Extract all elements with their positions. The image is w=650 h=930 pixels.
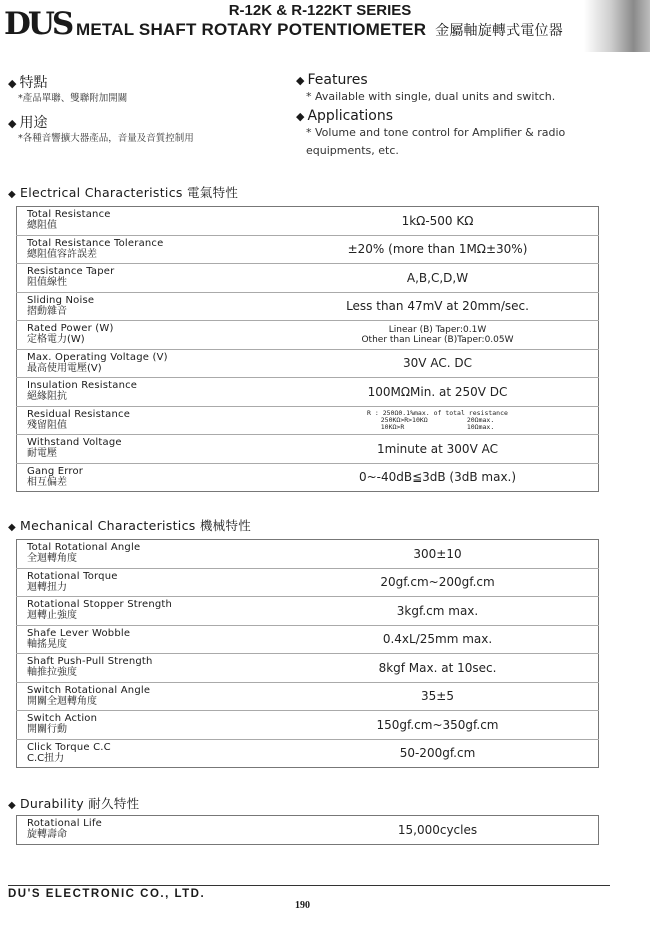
spec-value: 0.4xL/25mm max. — [277, 625, 599, 654]
spec-row — [17, 463, 599, 492]
parameter-name-en: Residual Resistance — [27, 408, 131, 420]
parameter-name-en: Resistance Taper — [27, 266, 115, 278]
spec-parameter — [17, 625, 278, 654]
spec-value — [277, 321, 599, 350]
parameter-name-zh: 軸推拉強度 — [27, 667, 77, 679]
spec-parameter — [17, 378, 278, 407]
spec-parameter — [17, 597, 278, 626]
spec-value: 100MΩMin. at 250V DC — [277, 378, 599, 407]
spec-value: ±20% (more than 1MΩ±30%) — [277, 235, 599, 264]
spec-row — [17, 435, 599, 464]
spec-row — [17, 321, 599, 350]
parameter-name-zh: 絕緣阻抗 — [27, 391, 67, 403]
spec-row — [17, 235, 599, 264]
spec-parameter — [17, 292, 278, 321]
spec-row — [17, 264, 599, 293]
parameter-name-en: Total Rotational Angle — [27, 542, 141, 554]
intro-heading: ◆ 用途 — [8, 115, 48, 131]
series-title: R-12K & R-122KT SERIES — [228, 2, 412, 19]
spec-row — [17, 349, 599, 378]
parameter-name-zh: 耐電壓 — [27, 448, 57, 460]
parameter-name-en: Max. Operating Voltage (V) — [27, 351, 168, 363]
page-number: 190 — [295, 900, 310, 911]
spec-value — [277, 406, 599, 435]
bullet-diamond-icon: ◆ — [8, 117, 17, 130]
spec-value: 1minute at 300V AC — [277, 435, 599, 464]
spec-parameter — [17, 463, 278, 492]
parameter-name-zh: 軸搖晃度 — [27, 638, 67, 650]
bullet-diamond-icon: ◆ — [8, 189, 16, 200]
spec-parameter — [17, 264, 278, 293]
spec-row — [17, 378, 599, 407]
spec-row — [17, 207, 599, 236]
spec-row — [17, 739, 599, 768]
parameter-name-zh: 定格電力(W) — [27, 334, 85, 346]
parameter-name-en: Withstand Voltage — [27, 437, 122, 449]
spec-parameter — [17, 739, 278, 768]
parameter-name-zh: 開關全迴轉角度 — [27, 695, 97, 707]
spec-value: 300±10 — [413, 546, 462, 561]
spec-value: 3kgf.cm max. — [277, 597, 599, 626]
parameter-name-en: Gang Error — [27, 465, 84, 477]
spec-value: 15,000cycles — [397, 822, 478, 837]
bullet-diamond-icon: ◆ — [296, 74, 305, 87]
bullet-diamond-icon: ◆ — [296, 110, 305, 123]
parameter-name-zh: 全迴轉角度 — [27, 553, 77, 565]
parameter-name-en: Switch Action — [27, 713, 98, 725]
parameter-name-zh: 總阻值容許誤差 — [27, 248, 97, 260]
parameter-name-zh: 迴轉扭力 — [27, 581, 67, 593]
spec-parameter — [17, 207, 278, 236]
parameter-name-zh: 迴轉止強度 — [27, 610, 77, 622]
parameter-name-zh: 最高使用電壓(V) — [27, 362, 102, 374]
spec-value-line: Other than Linear (B)Taper:0.05W — [361, 334, 514, 345]
spec-parameter — [17, 406, 278, 435]
spec-value: Less than 47mV at 20mm/sec. — [277, 292, 599, 321]
parameter-name-en: Rated Power (W) — [27, 323, 114, 335]
spec-parameter — [17, 568, 278, 597]
parameter-name-zh: C.C扭力 — [27, 752, 65, 764]
spec-parameter — [17, 816, 278, 845]
spec-row — [17, 540, 599, 569]
footer-divider — [8, 885, 610, 886]
parameter-name-en: Rotational Life — [27, 818, 102, 830]
header-decoration — [584, 0, 650, 52]
bullet-diamond-icon: ◆ — [8, 800, 16, 811]
spec-value-line: 10KΩ>R 10Ωmax. — [380, 422, 495, 431]
spec-value: A,B,C,D,W — [277, 264, 599, 293]
parameter-name-en: Rotational Stopper Strength — [27, 599, 173, 611]
spec-parameter — [17, 711, 278, 740]
intro-chinese — [8, 70, 288, 146]
spec-parameter — [17, 321, 278, 350]
parameter-name-en: Sliding Noise — [27, 294, 95, 306]
spec-value: 20gf.cm~200gf.cm — [277, 568, 599, 597]
intro-text: * Volume and tone control for Amplifier & radio equipments, etc. — [306, 126, 566, 157]
intro-heading: ◆ Applications — [296, 108, 393, 124]
parameter-name-en: Switch Rotational Angle — [27, 684, 151, 696]
electrical-section-title: ◆ Electrical Characteristics 電氣特性 — [8, 185, 239, 200]
parameter-name-en: Shaft Push-Pull Strength — [27, 656, 153, 668]
spec-row — [17, 292, 599, 321]
company-name: DU'S ELECTRONIC CO., LTD. — [8, 888, 206, 900]
parameter-name-en: Insulation Resistance — [27, 380, 138, 392]
spec-parameter — [17, 235, 278, 264]
spec-parameter — [17, 682, 278, 711]
spec-row — [17, 625, 599, 654]
spec-row — [17, 568, 599, 597]
parameter-name-zh: 總阻值 — [27, 220, 57, 232]
parameter-name-en: Shafe Lever Wobble — [27, 627, 131, 639]
spec-parameter — [17, 349, 278, 378]
spec-value: 30V AC. DC — [277, 349, 599, 378]
spec-parameter — [17, 435, 278, 464]
durability-spec-table — [16, 815, 599, 845]
intro-english — [296, 70, 596, 160]
spec-row — [17, 597, 599, 626]
spec-row — [17, 654, 599, 683]
parameter-name-en: Rotational Torque — [27, 570, 118, 582]
parameter-name-zh: 阻值線性 — [27, 277, 67, 289]
parameter-name-en: Total Resistance Tolerance — [27, 237, 164, 249]
spec-row — [17, 711, 599, 740]
intro-text: * Available with single, dual units and switch. — [306, 90, 556, 103]
spec-parameter — [17, 654, 278, 683]
page-header — [0, 0, 650, 60]
product-title-en: METAL SHAFT ROTARY POTENTIOMETER — [76, 20, 427, 39]
spec-value-line: R : 250Ω0.1%max. of total resistance — [367, 408, 508, 417]
spec-value: 1kΩ-500 KΩ — [401, 213, 474, 228]
intro-text: *各種音響擴大器產品，音量及音質控制用 — [18, 133, 194, 144]
spec-value-line: Linear (B) Taper:0.1W — [388, 324, 487, 335]
parameter-name-zh: 開關行動 — [27, 724, 67, 736]
intro-heading: ◆ 特點 — [8, 75, 48, 91]
bullet-diamond-icon: ◆ — [8, 522, 16, 533]
spec-value: 150gf.cm~350gf.cm — [277, 711, 599, 740]
spec-parameter — [17, 540, 278, 569]
parameter-name-zh: 旋轉壽命 — [27, 829, 67, 841]
bullet-diamond-icon: ◆ — [8, 77, 17, 90]
mechanical-spec-table — [16, 539, 599, 768]
intro-text: *產品單聯、雙聯附加開關 — [18, 93, 128, 104]
spec-row — [17, 682, 599, 711]
parameter-name-zh: 殘留阻值 — [27, 419, 67, 431]
spec-value-line: 250KΩ>R>10KΩ 20Ωmax. — [380, 415, 495, 424]
spec-value: 8kgf Max. at 10sec. — [277, 654, 599, 683]
parameter-name-en: Click Torque C.C — [27, 741, 111, 753]
spec-value: 35±5 — [277, 682, 599, 711]
product-title-cn: 金屬軸旋轉式電位器 — [435, 22, 563, 38]
product-title — [76, 20, 596, 40]
company-logo: DUS — [4, 6, 72, 42]
spec-value: 0~-40dB≦3dB (3dB max.) — [277, 463, 599, 492]
parameter-name-zh: 相互偏差 — [27, 476, 67, 488]
spec-value: 50-200gf.cm — [277, 739, 599, 768]
mechanical-section-title: ◆ Mechanical Characteristics 機械特性 — [8, 518, 252, 533]
spec-row — [17, 406, 599, 435]
durability-section-title: ◆ Durability 耐久特性 — [8, 796, 140, 811]
spec-row — [17, 816, 599, 845]
parameter-name-en: Total Resistance — [27, 209, 111, 221]
intro-heading: ◆ Features — [296, 72, 368, 88]
electrical-spec-table — [16, 206, 599, 492]
parameter-name-zh: 摺動雜音 — [27, 305, 67, 317]
